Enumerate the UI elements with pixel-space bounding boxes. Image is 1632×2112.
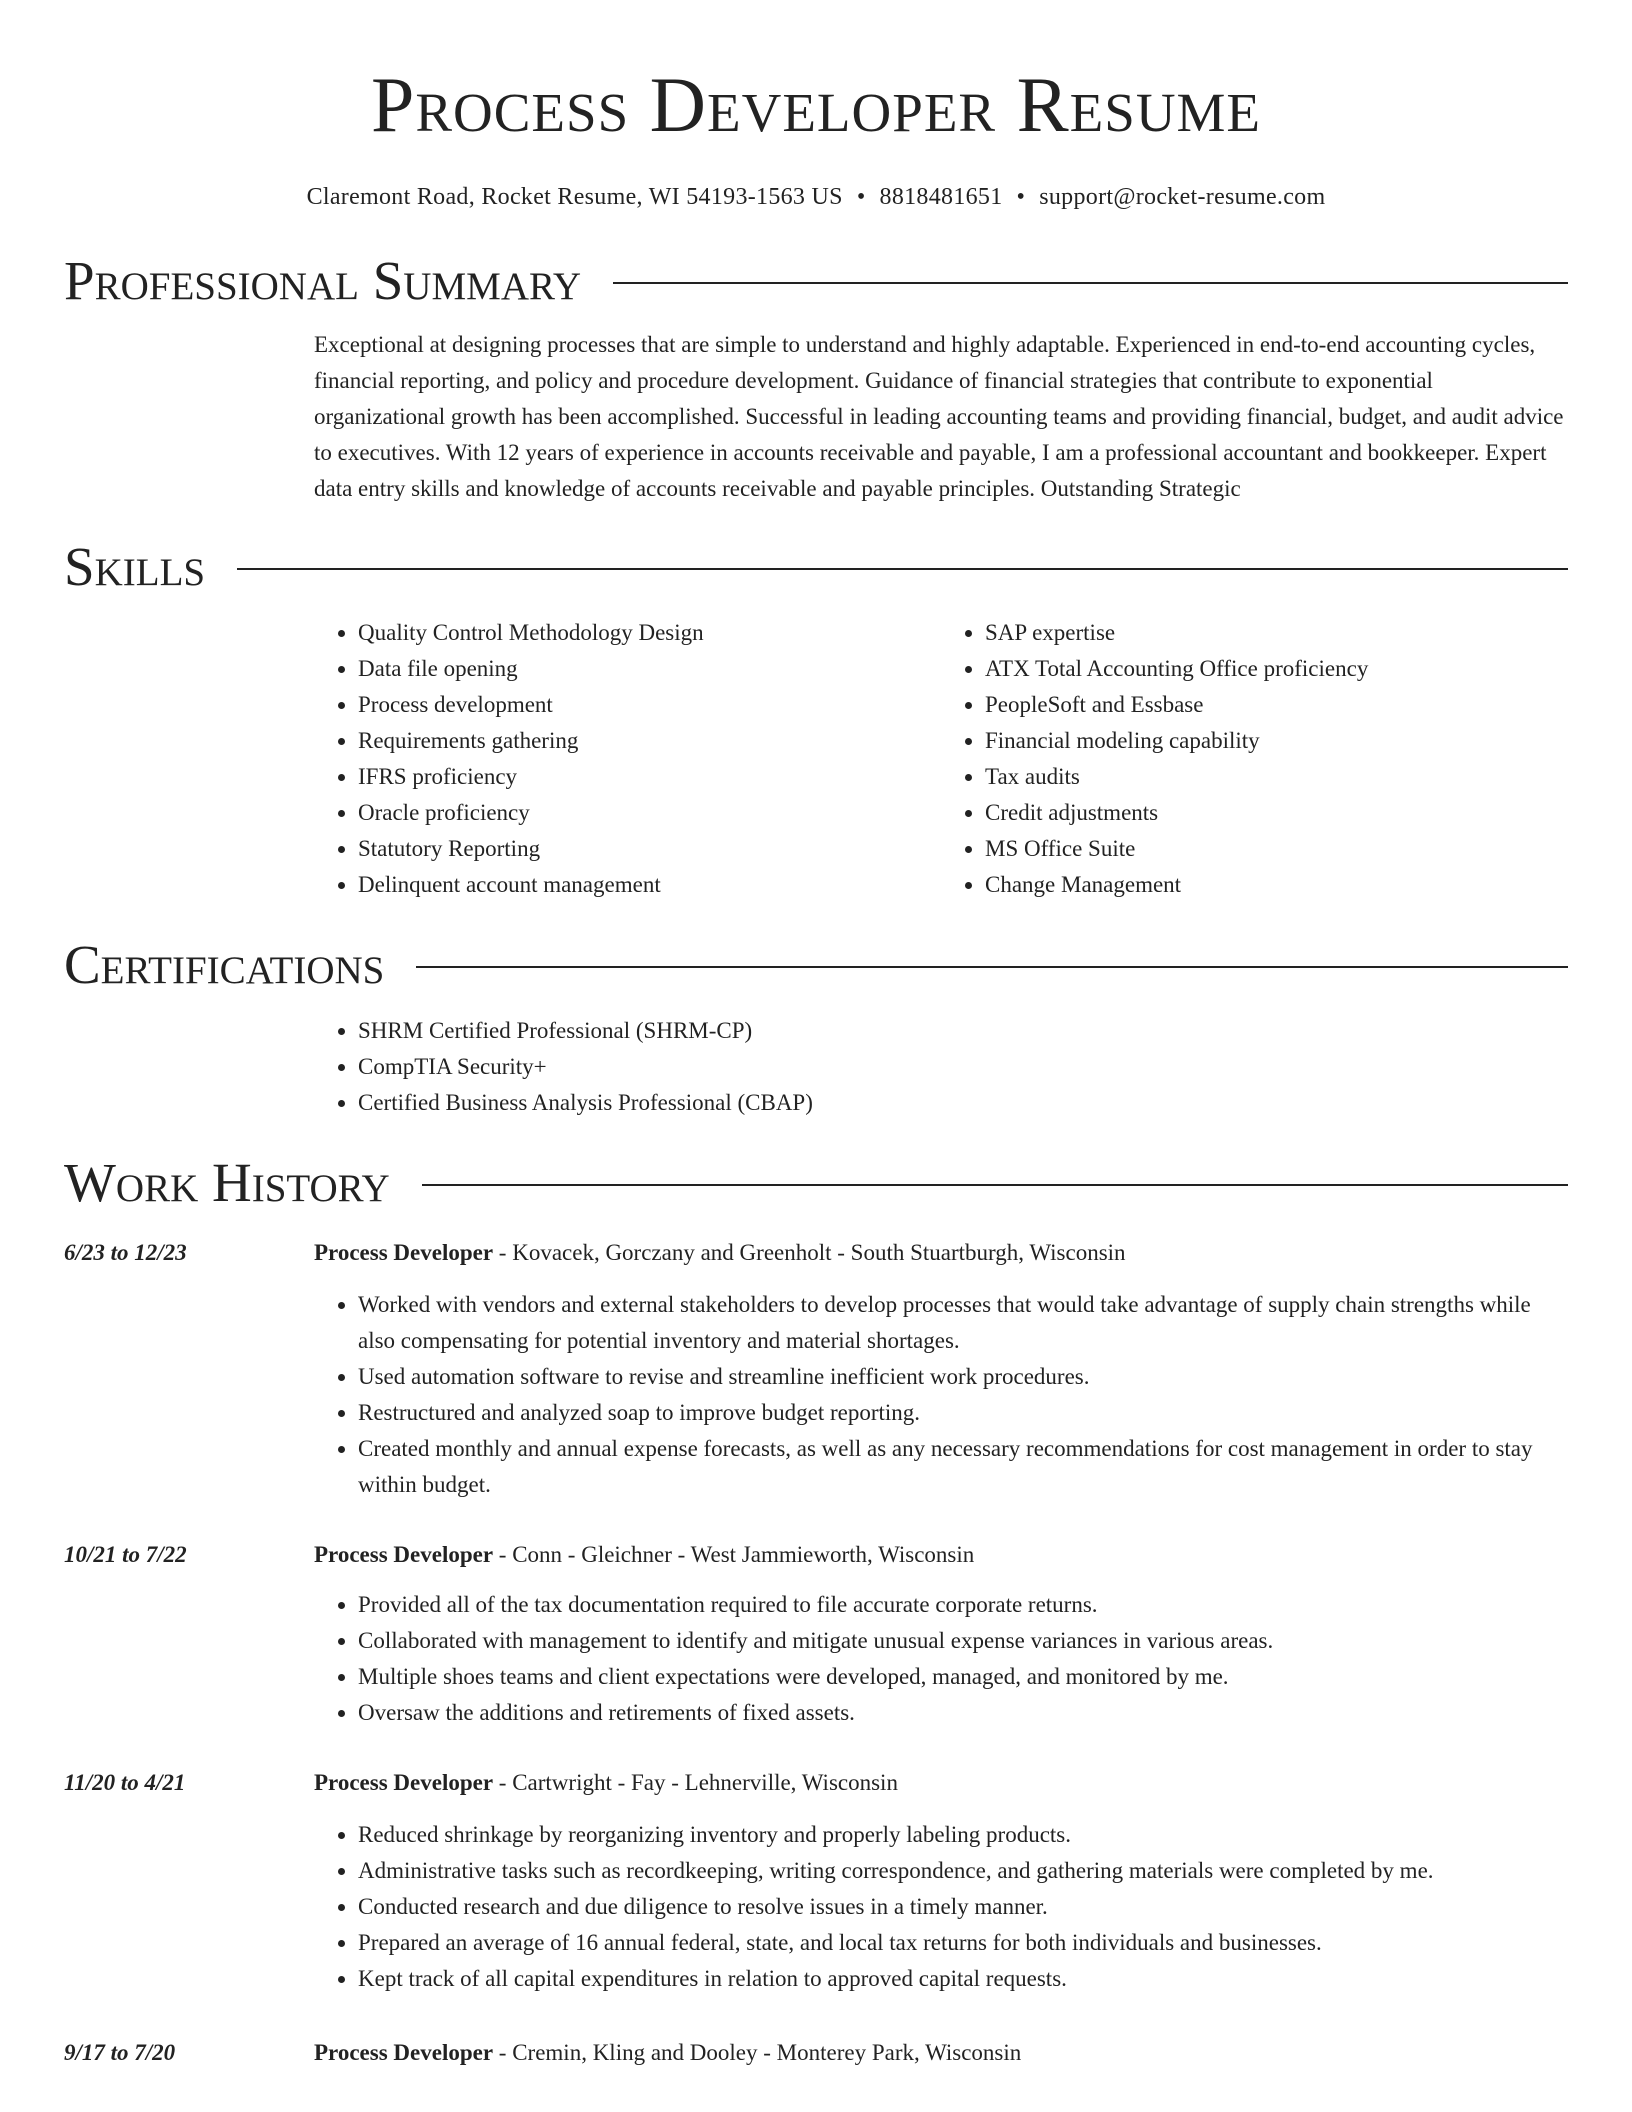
contact-email[interactable]: support@rocket-resume.com [1039, 184, 1326, 210]
job-dates: 11/20 to 4/21 [64, 1770, 186, 1795]
skill-item: • Process development [358, 687, 941, 723]
skill-item: • Credit adjustments [985, 795, 1568, 831]
job-dates: 10/21 to 7/22 [64, 1542, 187, 1567]
skill-item: • ATX Total Accounting Office proficiency [985, 651, 1568, 687]
summary-heading: Professional Summary [64, 250, 582, 311]
skills-header [64, 531, 1568, 603]
certifications-list [314, 1013, 1568, 1121]
job-bullet: • Worked with vendors and external stakeholders to develop processes that would take advantage of supply chain strengths while also compensating for potential inventory and material shortages. [358, 1287, 1568, 1359]
skill-item: • SAP expertise [985, 615, 1568, 651]
job-entry [64, 2035, 1568, 2071]
skills-heading: Skills [64, 536, 206, 597]
summary-text: Exceptional at designing processes that are simple to understand and highly adaptable. Experienced in end-to-end accounting cycles, financial reporting, and policy and procedure development. Guidance of financial strategies that contribute to exponential organizational growth has been accomplished. Successful in leading accounting teams and providing financial, budget, and audit advice to executives. With 12 years of experience in accounts receivable and payable, I am a professional accountant and bookkeeper. Expert data entry skills and knowledge of accounts receivable and payable principles. Outstanding Strategic [314, 332, 1564, 501]
skills-list-left [314, 615, 941, 903]
job-entry [64, 1537, 1568, 1731]
job-content [314, 1765, 1568, 1997]
certifications-section [64, 929, 1568, 1121]
work-heading: Work History [64, 1152, 390, 1213]
job-bullet: • Multiple shoes teams and client expectations were developed, managed, and monitored by me. [358, 1659, 1568, 1695]
job-dates: 6/23 to 12/23 [64, 1240, 187, 1265]
certifications-body [314, 1013, 1568, 1121]
skill-item: • Delinquent account management [358, 867, 941, 903]
job-bullet: • Reduced shrinkage by reorganizing inventory and properly labeling products. [358, 1817, 1568, 1853]
job-bullet: • Oversaw the additions and retirements of fixed assets. [358, 1695, 1568, 1731]
job-bullet: • Created monthly and annual expense forecasts, as well as any necessary recommendations for cost management in order to stay within budget. [358, 1431, 1568, 1503]
certifications-heading: Certifications [64, 934, 385, 995]
certification-item: • Certified Business Analysis Professional (CBAP) [358, 1085, 1568, 1121]
skill-item: • Change Management [985, 867, 1568, 903]
contact-separator: • [856, 184, 866, 210]
summary-header [64, 245, 1568, 317]
skill-item: • Quality Control Methodology Design [358, 615, 941, 651]
job-bullet: • Restructured and analyzed soap to improve budget reporting. [358, 1395, 1568, 1431]
job-dates: 9/17 to 7/20 [64, 2040, 176, 2065]
contact-separator: • [1016, 184, 1026, 210]
section-divider [416, 966, 1568, 968]
skill-item: • Requirements gathering [358, 723, 941, 759]
job-bullet: • Collaborated with management to identify and mitigate unusual expense variances in various areas. [358, 1623, 1568, 1659]
skill-item: • PeopleSoft and Essbase [985, 687, 1568, 723]
job-heading [314, 2035, 1568, 2071]
skills-section [64, 531, 1568, 903]
job-details: - Cartwright - Fay - Lehnerville, Wisconsin [493, 1770, 898, 1795]
job-title: Process Developer [314, 1542, 494, 1567]
job-content [314, 1537, 1568, 1731]
job-bullet: • Provided all of the tax documentation required to file accurate corporate returns. [358, 1587, 1568, 1623]
job-title: Process Developer [314, 1240, 494, 1265]
summary-section [64, 245, 1568, 507]
skill-item: • Statutory Reporting [358, 831, 941, 867]
resume-title: Process Developer Resume [370, 61, 1262, 148]
certifications-header [64, 929, 1568, 1001]
skill-item: • Oracle proficiency [358, 795, 941, 831]
certification-item: • CompTIA Security+ [358, 1049, 1568, 1085]
certification-item: • SHRM Certified Professional (SHRM-CP) [358, 1013, 1568, 1049]
job-entry [64, 1765, 1568, 1997]
skill-item: • Financial modeling capability [985, 723, 1568, 759]
job-bullets [314, 1817, 1568, 1997]
contact-line [64, 184, 1568, 211]
contact-address: Claremont Road, Rocket Resume, WI 54193-1563 US [306, 184, 843, 210]
work-section [64, 1147, 1568, 2071]
skill-item: • MS Office Suite [985, 831, 1568, 867]
job-bullet: • Used automation software to revise and streamline inefficient work procedures. [358, 1359, 1568, 1395]
section-divider [613, 282, 1568, 284]
job-bullet: • Administrative tasks such as recordkeeping, writing correspondence, and gathering materials were completed by me. [358, 1853, 1568, 1889]
section-divider [422, 1184, 1568, 1186]
job-details: - Cremin, Kling and Dooley - Monterey Park, Wisconsin [493, 2040, 1022, 2065]
job-bullets [314, 1587, 1568, 1731]
job-bullets [314, 1287, 1568, 1503]
job-bullet: • Conducted research and due diligence to resolve issues in a timely manner. [358, 1889, 1568, 1925]
job-details: - Conn - Gleichner - West Jammieworth, Wisconsin [493, 1542, 975, 1567]
job-entry [64, 1235, 1568, 1503]
job-heading [314, 1765, 1568, 1801]
job-content [314, 1235, 1568, 1503]
skill-item: • Data file opening [358, 651, 941, 687]
job-title: Process Developer [314, 1770, 494, 1795]
work-header [64, 1147, 1568, 1219]
section-divider [237, 568, 1568, 570]
job-title: Process Developer [314, 2040, 494, 2065]
skills-list-right [941, 615, 1568, 903]
skill-item: • Tax audits [985, 759, 1568, 795]
job-heading [314, 1537, 1568, 1573]
job-heading [314, 1235, 1568, 1271]
job-details: - Kovacek, Gorczany and Greenholt - South Stuartburgh, Wisconsin [493, 1240, 1126, 1265]
skill-item: • IFRS proficiency [358, 759, 941, 795]
job-bullet: • Prepared an average of 16 annual federal, state, and local tax returns for both individuals and businesses. [358, 1925, 1568, 1961]
skills-columns [314, 615, 1568, 903]
job-content [314, 2035, 1568, 2071]
contact-phone: 8818481651 [879, 184, 1003, 210]
job-bullet: • Kept track of all capital expenditures in relation to approved capital requests. [358, 1961, 1568, 1997]
